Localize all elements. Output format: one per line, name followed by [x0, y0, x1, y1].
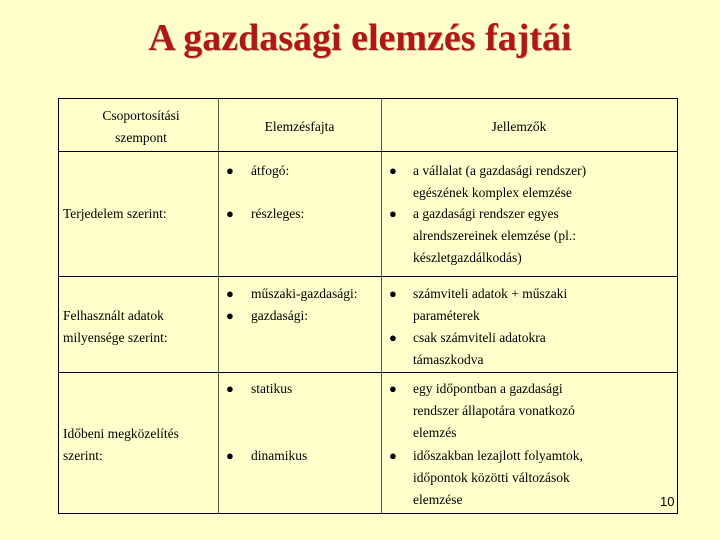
criterion-line: Időbeni megközelítés [63, 426, 179, 441]
criterion-cell [63, 305, 168, 349]
type-cell: statikus [251, 381, 293, 396]
bullet-icon: ● [226, 206, 234, 221]
description-line: elemzése [413, 492, 463, 507]
slide-title: A gazdasági elemzés fajtái [148, 17, 572, 59]
description-line: rendszer állapotára vonatkozó [413, 403, 575, 418]
header-type: Elemzésfajta [264, 119, 335, 134]
description-cell [413, 203, 576, 269]
description-line: alrendszereinek elemzése (pl.: [413, 228, 577, 243]
bullet-icon: ● [389, 381, 397, 396]
criterion-line: Felhasznált adatok [63, 308, 164, 323]
type-cell: dinamikus [251, 448, 308, 463]
description-line: egészének komplex elemzése [413, 185, 572, 200]
bullet-icon: ● [226, 448, 234, 463]
description-line: támaszkodva [413, 352, 484, 367]
bullet-icon: ● [226, 308, 234, 323]
description-line: paraméterek [413, 308, 480, 323]
bullet-icon: ● [389, 448, 397, 463]
description-cell [413, 378, 575, 444]
type-cell: részleges: [251, 206, 305, 221]
row-divider [59, 276, 677, 277]
type-cell: átfogó: [251, 163, 290, 178]
header-criterion [59, 105, 223, 149]
bullet-icon: ● [226, 286, 234, 301]
criterion-cell [63, 423, 179, 467]
description-cell [413, 283, 567, 327]
row-divider [59, 372, 677, 373]
criterion-line: szerint: [63, 448, 103, 463]
criterion-cell: Terjedelem szerint: [63, 206, 167, 221]
type-cell: műszaki-gazdasági: [251, 286, 358, 301]
header-divider [59, 151, 677, 152]
bullet-icon: ● [389, 163, 397, 178]
description-line: a vállalat (a gazdasági rendszer) [413, 163, 587, 178]
description-line: számviteli adatok + műszaki [413, 286, 568, 301]
header-criterion-line: szempont [115, 130, 167, 145]
description-cell [413, 160, 586, 204]
description-line: a gazdasági rendszer egyes [413, 206, 559, 221]
classification-table [58, 98, 678, 514]
column-divider [381, 99, 382, 513]
description-cell [413, 445, 583, 511]
description-line: időpontok közötti változások [413, 470, 570, 485]
description-line: időszakban lezajlott folyamtok, [413, 448, 583, 463]
page-number: 10 [660, 494, 675, 509]
header-criterion-line: Csoportosítási [102, 108, 180, 123]
bullet-icon: ● [389, 286, 397, 301]
type-cell: gazdasági: [251, 308, 308, 323]
criterion-line: milyensége szerint: [63, 330, 168, 345]
bullet-icon: ● [389, 206, 397, 221]
column-divider [218, 99, 219, 513]
header-characteristics: Jellemzők [491, 119, 547, 134]
description-cell [413, 327, 546, 371]
description-line: elemzés [413, 425, 457, 440]
bullet-icon: ● [226, 163, 234, 178]
description-line: csak számviteli adatokra [413, 330, 546, 345]
bullet-icon: ● [389, 330, 397, 345]
bullet-icon: ● [226, 381, 234, 396]
description-line: készletgazdálkodás) [413, 250, 522, 265]
description-line: egy időpontban a gazdasági [413, 381, 563, 396]
